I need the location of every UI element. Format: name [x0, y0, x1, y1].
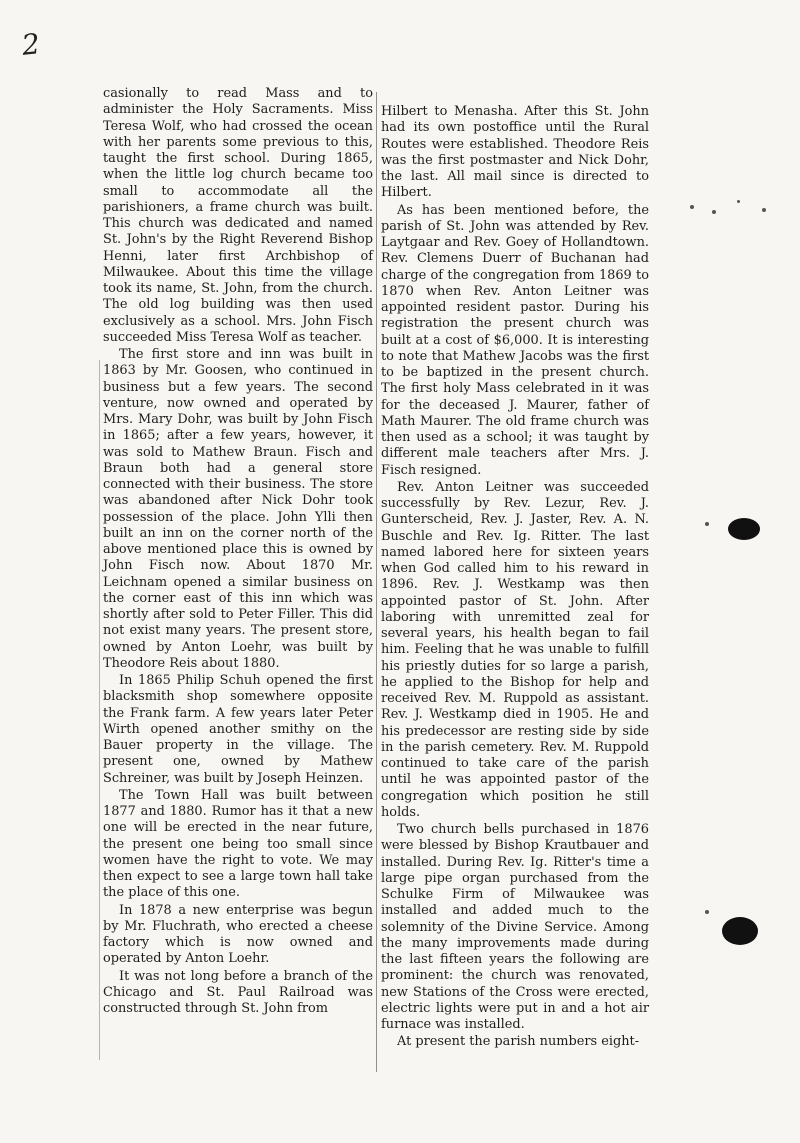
- ink-blot: [728, 518, 760, 540]
- paragraph: It was not long before a branch of the Chicago and St. Paul Railroad was constructed through St. John from: [103, 968, 373, 1016]
- ink-speck: [705, 522, 709, 526]
- ink-speck: [762, 208, 766, 212]
- right-column: [381, 104, 649, 1051]
- ink-speck: [712, 210, 716, 214]
- ink-speck: [690, 205, 694, 209]
- left-margin-line: [99, 360, 100, 1060]
- paragraph: Rev. Anton Leitner was succeeded successfully by Rev. Lezur, Rev. J. Gunterscheid, Rev. J. Jaster, Rev. A. N. Buschle and Rev. Ig. Ritter. The last named labored here for sixteen years when God called him to his reward in 1896. Rev. J. Westkamp was then appointed pastor of St. John. After laboring with unremitted zeal for several years, his health began to fail him. Feeling that he was unable to fulfill his priestly duties for so large a parish, he applied to the Bishop for help and received Rev. M. Ruppold as assistant. Rev. J. Westkamp died in 1905. He and his predecessor are resting side by side in the parish cemetery. Rev. M. Ruppold continued to take care of the parish until he was appointed pastor of the congregation which position he still holds.: [381, 479, 649, 820]
- paragraph: In 1865 Philip Schuh opened the first blacksmith shop somewhere opposite the Frank farm. A few years later Peter Wirth opened another smithy on the Bauer property in the village. The present one, owned by Mathew Schreiner, was built by Joseph Heinzen.: [103, 673, 373, 786]
- paragraph: At present the parish numbers eight-: [397, 1034, 640, 1050]
- paragraph: In 1878 a new enterprise was begun by Mr. Fluchrath, who erected a cheese factory which is now owned and operated by Anton Loehr.: [103, 902, 373, 967]
- paragraph: The first store and inn was built in 1863 by Mr. Goosen, who continued in business but a few years. The second venture, now owned and operated by Mrs. Mary Dohr, was built by John Fisch in 1865; after a few years, however, it was sold to Mathew Braun. Fisch and Braun both had a general store connected with their business. The store was abandoned after Nick Dohr took possession of the place. John Ylli then built an inn on the corner north of the above mentioned place this is owned by John Fisch now. About 1870 Mr. Leichnam opened a similar business on the corner east of this inn which was shortly after sold to Peter Filler. This did not exist many years. The present store, owned by Anton Loehr, was built by Theodore Reis about 1880.: [103, 347, 373, 671]
- paragraph: The Town Hall was built between 1877 and 1880. Rumor has it that a new one will be erected in the near future, the present one being too small since women have the right to vote. We may then expect to see a large town hall take the place of this one.: [103, 787, 373, 901]
- paragraph: Hilbert to Menasha. After this St. John had its own postoffice until the Rural Routes were established. Theodore Reis was the first postmaster and Nick Dohr, the last. All mail since is directed to Hilbert.: [381, 104, 649, 201]
- ink-speck: [705, 910, 709, 914]
- paragraph: As has been mentioned before, the parish of St. John was attended by Rev. Laytgaar and Rev. Goey of Hollandtown. Rev. Clemens Duerr of Buchanan had charge of the congregation from 1869 to 1870 when Rev. Anton Leitner was appointed resident pastor. During his registration the present church was built at a cost of $6,000. It is interesting to note that Mathew Jacobs was the first to be baptized in the present church. The first holy Mass celebrated in it was for the deceased J. Maurer, father of Math Maurer. The old frame church was then used as a school; it was taught by different male teachers after Mrs. J. Fisch resigned.: [381, 202, 649, 478]
- ink-blot: [722, 917, 758, 945]
- paragraph: Two church bells purchased in 1876 were blessed by Bishop Krautbauer and installed. During Rev. Ig. Ritter's time a large pipe organ purchased from the Schulke Firm of Milwaukee was installed and added much to the solemnity of the Divine Service. Among the many improvements made during the last fifteen years the following are prominent: the church was renovated, new Stations of the Cross were erected, electric lights were put in and a hot air furnace was installed.: [381, 822, 649, 1032]
- page-number: 2: [20, 27, 42, 62]
- column-divider: [376, 92, 377, 1072]
- ink-speck: [737, 200, 740, 203]
- paragraph: casionally to read Mass and to administer the Holy Sacraments. Miss Teresa Wolf, who had crossed the ocean with her parents some previous to this, taught the first school. During 1865, when the little log church became too small to accommodate all the parishioners, a frame church was built. This church was dedicated and named St. John's by the Right Reverend Bishop Henni, later first Archbishop of Milwaukee. About this time the village took its name, St. John, from the church. The old log building was then used exclusively as a school. Mrs. John Fisch succeeded Miss Teresa Wolf as teacher.: [103, 86, 373, 345]
- left-column: [103, 86, 373, 1017]
